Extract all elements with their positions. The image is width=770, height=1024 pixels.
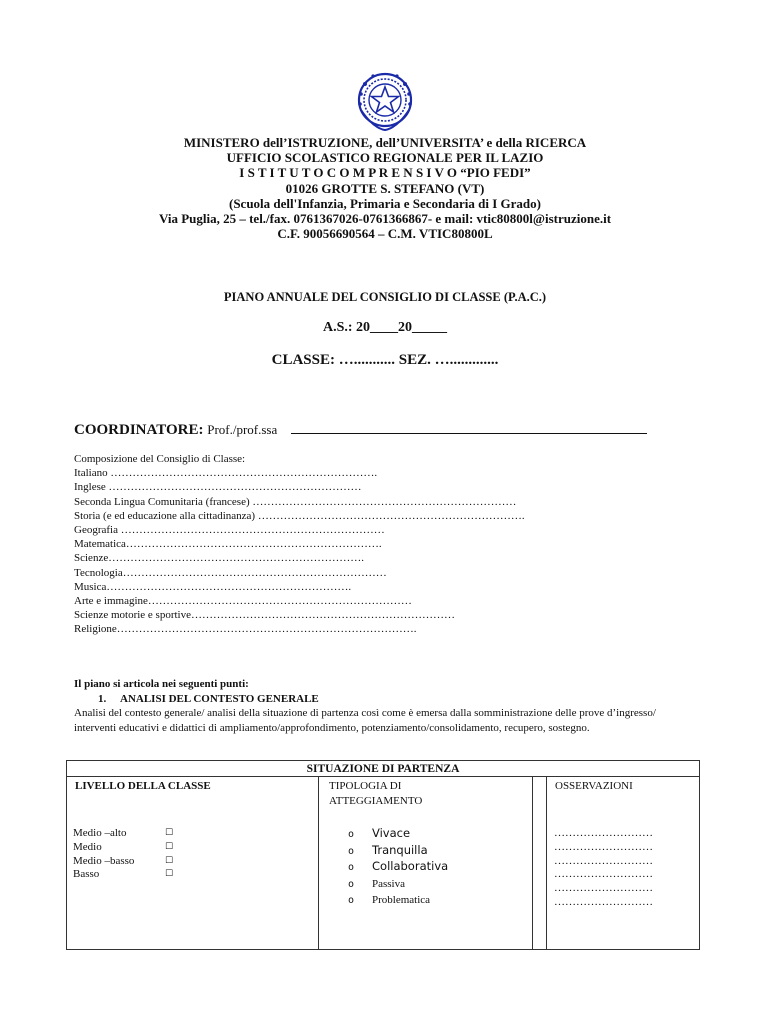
subject-inglese[interactable]: Inglese …………………………………………………………… [74,481,362,494]
level-option[interactable] [73,855,183,869]
council-heading: Composizione del Consiglio di Classe: [74,453,246,465]
subject-religione[interactable]: Religione………………………………………………………………………. [74,623,417,636]
column-divider [546,776,547,949]
attitude-label: Problematica [372,894,431,907]
coordinator-label: COORDINATORE: [74,422,204,438]
observation-line[interactable]: ……………………… [554,868,653,881]
attitude-label: Passiva [372,877,405,890]
subject-geografia[interactable]: Geografia ……………………………………………………………… [74,524,385,537]
subject-francese[interactable]: Seconda Lingua Comunitaria (francese) ……………………………………………………………… [74,495,517,508]
level-option[interactable] [73,868,183,882]
bullet-icon: o [348,829,355,840]
subject-musica[interactable]: Musica…………………………………………………………. [74,580,352,593]
document-title: PIANO ANNUALE DEL CONSIGLIO DI CLASSE (P.A.C.) [223,290,547,304]
observation-line[interactable]: ……………………… [554,827,653,839]
plan-item-number: 1. [98,692,107,705]
school-year-field[interactable]: A.S.: 20____20_____ [322,320,448,335]
checkbox-icon[interactable]: ☐ [165,828,174,838]
level-option[interactable] [73,841,183,855]
attitude-item[interactable] [348,892,448,909]
table-title: SITUAZIONE DI PARTENZA [306,763,460,775]
column-header-osservazioni: OSSERVAZIONI [555,780,633,792]
attitude-item[interactable] [348,859,448,876]
observation-line[interactable]: ……………………… [554,882,653,895]
checkbox-icon[interactable]: ☐ [165,869,174,880]
plan-description: Analisi del contesto generale/ analisi della situazione di partenza così come è emersa dalla somministrazione delle prove d’ingresso/ interventi educativi e didattici di ampliamento/approfondimento, potenziamento/consolidamento, recupero, sostegno. [74,707,656,734]
header-codes: C.F. 90056690564 – C.M. VTIC80800L [277,226,493,242]
attitude-item[interactable] [348,826,448,843]
bullet-icon: o [348,862,355,874]
attitude-list [348,826,448,909]
school-header [0,135,770,241]
bullet-icon: o [348,845,355,857]
plan-item-title: ANALISI DEL CONTESTO GENERALE [120,692,319,705]
subject-storia[interactable]: Storia (e ed educazione alla cittadinanza) ………………………………………………………………. [74,509,525,522]
attitude-item[interactable] [348,843,448,860]
subject-tecnologia[interactable]: Tecnologia……………………………………………………………… [74,566,387,579]
column-header-livello: LIVELLO DELLA CLASSE [75,780,211,792]
observation-line[interactable]: ……………………… [554,840,653,853]
header-contacts: Via Puglia, 25 – tel./fax. 0761367026-0761366867- e mail: vtic80800l@istruzione.it [158,211,612,227]
subject-italiano[interactable]: Italiano ………………………………………………………………. [74,467,378,480]
level-option[interactable] [73,827,183,841]
level-options [73,827,183,882]
attitude-label: Vivace [372,826,411,840]
level-label: Medio –basso [73,854,135,867]
level-label: Basso [73,868,100,881]
table-divider [67,776,699,777]
italian-republic-emblem [355,70,415,132]
column-divider [532,776,533,949]
coordinator-prefix: Prof./prof.ssa [207,422,278,437]
observation-line[interactable]: ……………………… [554,854,653,867]
subject-scienze[interactable]: Scienze……………………………………………………………. [74,552,364,565]
attitude-label: Tranquilla [372,842,428,857]
column-divider [318,776,319,949]
subject-arte[interactable]: Arte e immagine……………………………………………………………… [74,595,412,608]
council-composition [74,452,525,637]
attitude-label: Collaborativa [372,859,449,874]
plan-section [74,677,694,735]
observations-lines [554,827,653,910]
attitude-item[interactable] [348,876,448,893]
coordinator-row [74,421,647,439]
class-section-field[interactable]: CLASSE: …........... SEZ. …............. [271,352,499,368]
checkbox-icon[interactable]: ☐ [165,841,174,852]
observation-line[interactable]: ……………………… [554,895,653,908]
subject-matematica[interactable]: Matematica……………………………………………………………. [74,538,382,551]
checkbox-icon[interactable]: ☐ [165,855,174,866]
column-header-tipologia: TIPOLOGIA DI ATTEGGIAMENTO [329,780,423,807]
subject-scienze-motorie[interactable]: Scienze motorie e sportive……………………………………………………………… [74,609,455,622]
header-school-types: (Scuola dell'Infanzia, Primaria e Secondaria di I Grado) [229,195,541,211]
header-office: UFFICIO SCOLASTICO REGIONALE PER IL LAZIO [226,150,544,166]
bullet-icon: o [348,895,355,907]
plan-item-1 [74,692,694,707]
bullet-icon: o [348,878,355,890]
level-label: Medio –alto [73,827,127,839]
coordinator-name-field[interactable] [291,421,647,434]
header-city: 01026 GROTTE S. STEFANO (VT) [285,180,485,196]
header-institute: I S T I T U T O C O M P R E N S I V O “PIO FEDI” [239,165,531,181]
plan-intro: Il piano si articola nei seguenti punti: [74,678,249,690]
starting-situation-table [66,760,700,950]
level-label: Medio [73,840,102,853]
header-ministry: MINISTERO dell’ISTRUZIONE, dell’UNIVERSITA’ e della RICERCA [183,135,587,150]
